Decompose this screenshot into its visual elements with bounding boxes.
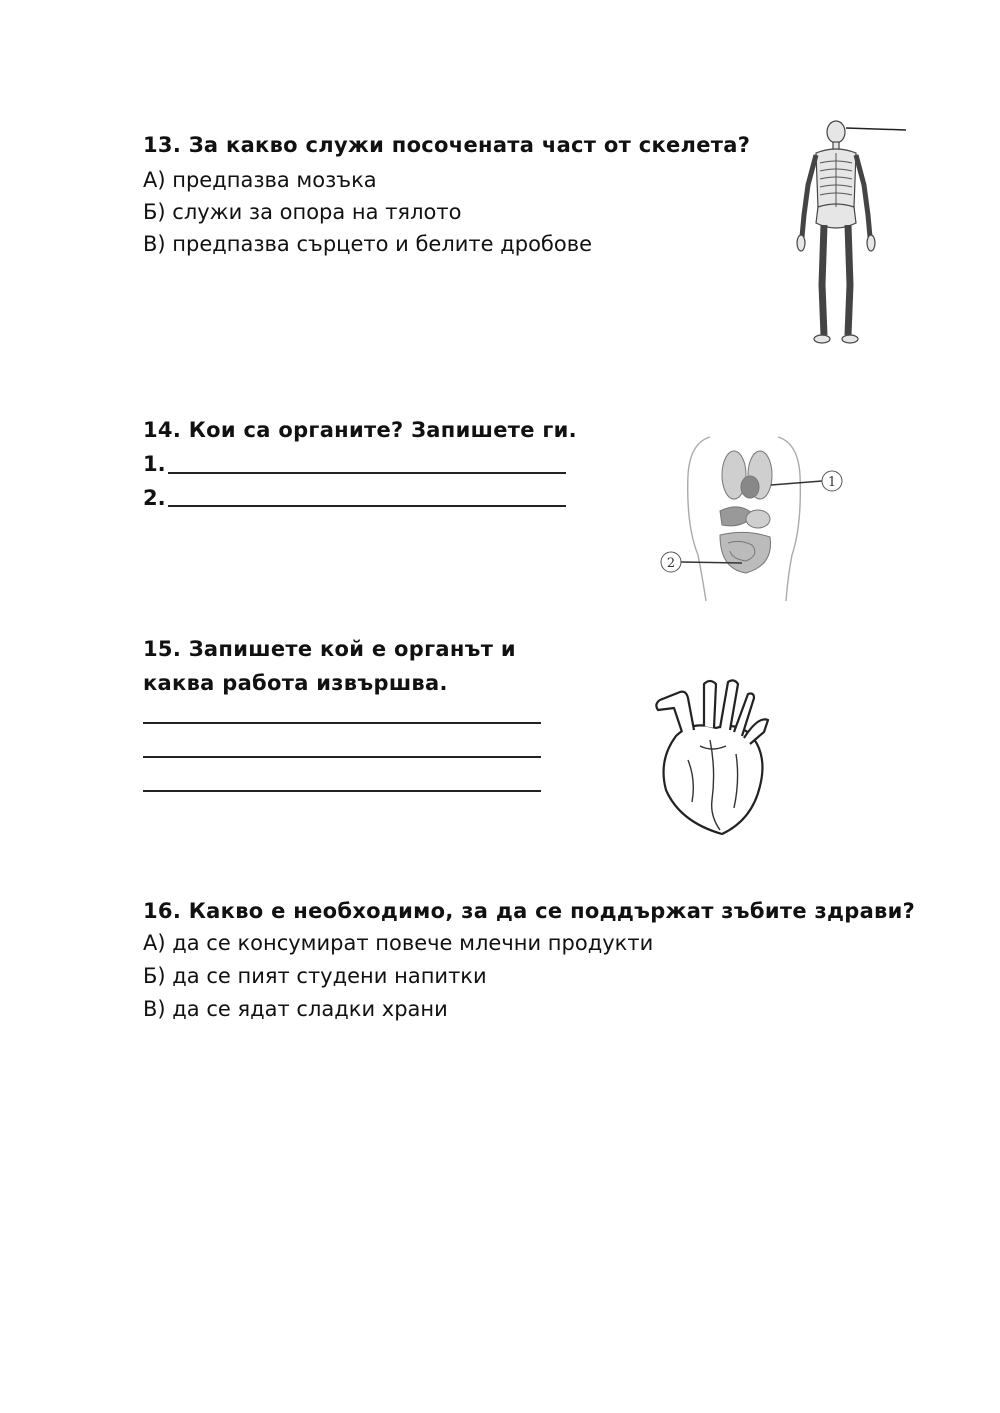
skeleton-figure: [790, 115, 910, 347]
question-14-answer-line-2[interactable]: [168, 505, 566, 507]
organ-label-2: 2: [666, 556, 676, 571]
question-15-title-line-2: каква работа извършва.: [143, 671, 448, 695]
organ-label-1: 1: [827, 475, 837, 490]
question-14-title: 14. Кои са органите? Запишете ги.: [143, 418, 577, 442]
question-16-option-a[interactable]: А) да се консумират повече млечни продукти: [143, 931, 654, 955]
question-16-option-b[interactable]: Б) да се пият студени напитки: [143, 964, 487, 988]
internal-organs-figure: [650, 425, 855, 605]
question-13-title: 13. За какво служи посочената част от скелета?: [143, 133, 751, 157]
question-14-answer-line-1[interactable]: [168, 472, 566, 474]
question-14-blank-2-label: 2.: [143, 486, 166, 510]
question-13-option-a[interactable]: А) предпазва мозъка: [143, 168, 377, 192]
question-13-option-c[interactable]: В) предпазва сърцето и белите дробове: [143, 232, 593, 256]
question-15-title-line-1: 15. Запишете кой е органът и: [143, 637, 516, 661]
question-15-answer-line-2[interactable]: [143, 756, 541, 758]
question-15-answer-line-3[interactable]: [143, 790, 541, 792]
question-16-title: 16. Какво е необходимо, за да се поддържат зъбите здрави?: [143, 899, 916, 923]
question-13-option-b[interactable]: Б) служи за опора на тялото: [143, 200, 462, 224]
question-14-blank-1-label: 1.: [143, 452, 166, 476]
question-16-option-c[interactable]: В) да се ядат сладки храни: [143, 997, 448, 1021]
heart-figure: [640, 670, 775, 840]
question-15-answer-line-1[interactable]: [143, 722, 541, 724]
